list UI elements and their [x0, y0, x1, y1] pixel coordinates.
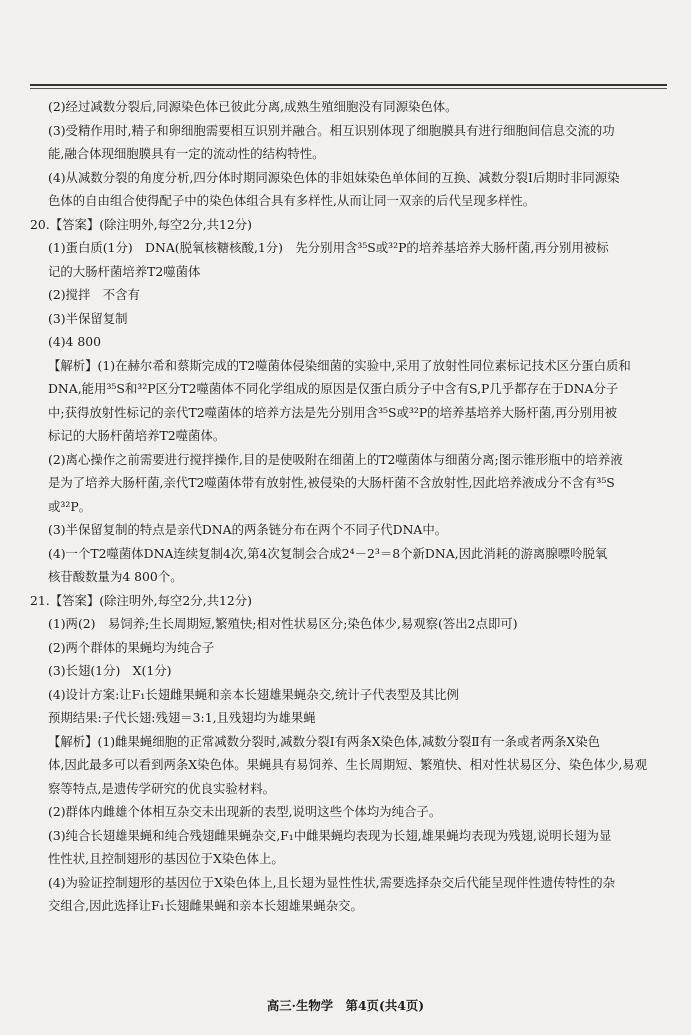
text-line: (4)设计方案:让F₁长翅雌果蝇和亲本长翅雄果蝇杂交,统计子代表型及其比例 — [48, 686, 459, 702]
text-line: (1)两(2) 易饲养;生长周期短,繁殖快;相对性状易区分;染色体少,易观察(答出2点即可) — [48, 616, 518, 631]
analysis-line: 【解析】(1)在赫尔希和蔡斯完成的T2噬菌体侵染细菌的实验中,采用了放射性同位素标记技术区分蛋白质和 — [48, 357, 631, 373]
text-line: (3)半保留复制 — [48, 310, 128, 326]
text-line: (2)离心操作之前需要进行搅拌操作,目的是使吸附在细菌上的T2噬菌体与细菌分离;图示锥形瓶中的培养液 — [48, 451, 623, 467]
text-line: (4)一个T2噬菌体DNA连续复制4次,第4次复制会合成2⁴－2³＝8个新DNA,因此消耗的游离腺嘌呤脱氧 — [48, 545, 608, 561]
text-line: 色体的自由组合使得配子中的染色体组合具有多样性,从而让同一双亲的后代呈现多样性。 — [48, 193, 536, 208]
answer-page-body — [30, 95, 670, 918]
text-line: (3)受精作用时,精子和卵细胞需要相互识别并融合。相互识别体现了细胞膜具有进行细胞间信息交流的功 — [48, 122, 615, 138]
text-line: (4)从减数分裂的角度分析,四分体时期同源染色体的非姐妹染色单体间的互换、减数分裂Ⅰ后期时非同源染 — [48, 169, 620, 185]
text-line: 是为了培养大肠杆菌,亲代T2噬菌体带有放射性,被侵染的大肠杆菌不含放射性,因此培养液成分不含有³⁵S — [48, 475, 615, 490]
text-line: 预期结果:子代长翅:残翅＝3:1,且残翅均为雄果蝇 — [48, 710, 316, 725]
text-line: (2)搅拌 不含有 — [48, 287, 140, 302]
text-line: (1)蛋白质(1分) DNA(脱氧核糖核酸,1分) 先分别用含³⁵S或³²P的培养基培养大肠杆菌,再分别用被标 — [48, 240, 609, 255]
text-line: (2)群体内雌雄个体相互杂交未出现新的表型,说明这些个体均为纯合子。 — [48, 804, 442, 819]
text-line: 记的大肠杆菌培养T2噬菌体 — [48, 263, 201, 279]
header-rule — [30, 84, 667, 86]
question-21-heading: 21.【答案】(除注明外,每空2分,共12分) — [30, 592, 252, 608]
analysis-line: 【解析】(1)雌果蝇细胞的正常减数分裂时,减数分裂Ⅰ有两条X染色体,减数分裂Ⅱ有一条或者两条X染色 — [48, 733, 601, 749]
text-line: 察等特点,是遗传学研究的优良实验材料。 — [48, 780, 275, 796]
text-line: 体,因此最多可以看到两条X染色体。果蝇具有易饲养、生长周期短、繁殖快、相对性状易区分、染色体少,易观 — [48, 757, 648, 772]
text-line: (3)纯合长翅雄果蝇和纯合残翅雌果蝇杂交,F₁中雌果蝇均表现为长翅,雄果蝇均表现为残翅,说明长翅为显 — [48, 827, 612, 843]
text-line: 或³²P。 — [48, 498, 92, 514]
text-line: (2)两个群体的果蝇均为纯合子 — [48, 639, 215, 655]
text-line: DNA,能用³⁵S和³²P区分T2噬菌体不同化学组成的原因是仅蛋白质分子中含有S,P几乎都存在于DNA分子 — [48, 381, 619, 396]
text-line: (4)为验证控制翅形的基因位于X染色体上,且长翅为显性性状,需要选择杂交后代能呈现伴性遗传特性的杂 — [48, 874, 616, 890]
question-20-heading: 20.【答案】(除注明外,每空2分,共12分) — [30, 216, 252, 232]
text-line: (4)4 800 — [48, 334, 102, 349]
text-line: 标记的大肠杆菌培养T2噬菌体。 — [48, 428, 226, 443]
text-line: 交组合,因此选择让F₁长翅雌果蝇和亲本长翅雄果蝇杂交。 — [48, 898, 363, 913]
text-line: 中;获得放射性标记的亲代T2噬菌体的培养方法是先分别用含³⁵S或³²P的培养基培养大肠杆菌,再分别用被 — [48, 404, 617, 420]
header-rule-thin — [30, 88, 667, 89]
page-footer: 高三·生物学 第4页(共4页) — [266, 998, 425, 1013]
text-line: 能,融合体现细胞膜具有一定的流动性的结构特性。 — [48, 146, 325, 161]
text-line: (3)半保留复制的特点是亲代DNA的两条链分布在两个不同子代DNA中。 — [48, 522, 448, 537]
text-line: (2)经过减数分裂后,同源染色体已彼此分离,成熟生殖细胞没有同源染色体。 — [48, 99, 458, 114]
text-line: 核苷酸数量为4 800个。 — [48, 569, 183, 584]
text-line: 性性状,且控制翅形的基因位于X染色体上。 — [48, 851, 284, 866]
text-line: (3)长翅(1分) X(1分) — [48, 663, 172, 678]
